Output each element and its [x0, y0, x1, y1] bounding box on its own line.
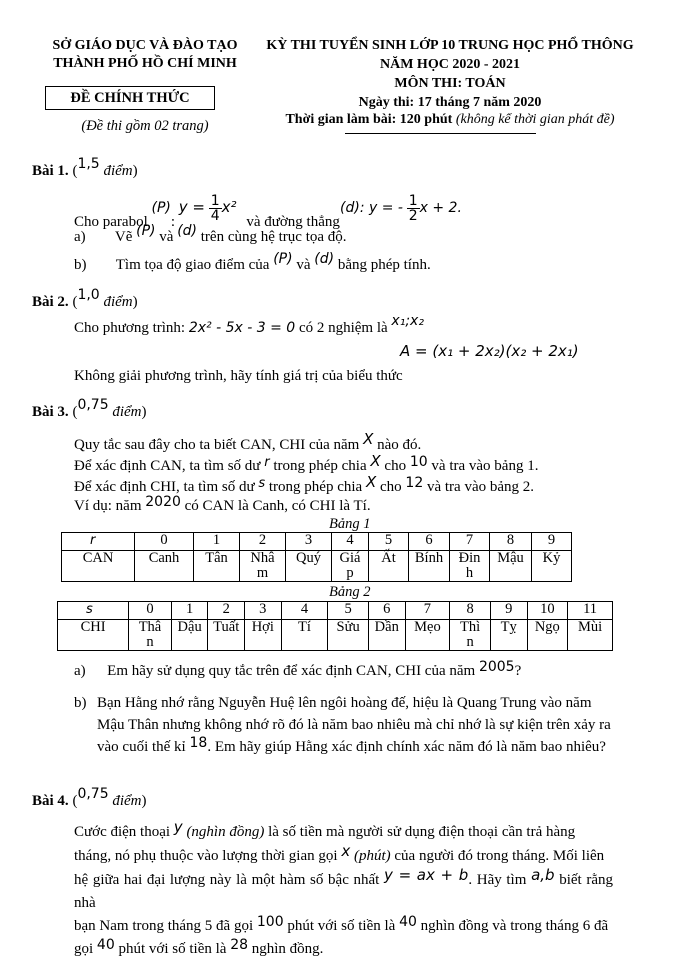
q1-intro [74, 194, 340, 234]
table1-header-row [62, 533, 572, 551]
q2-line1 [74, 313, 424, 337]
table1-row-cell-2: Tân [194, 551, 240, 582]
table1-caption: Bảng 1 [329, 516, 371, 532]
q1-frac-den: 4 [210, 208, 220, 224]
q4-l4c: nghìn đồng và trong tháng 6 đã [420, 918, 609, 934]
q3-heading: Bài 3. (0,75 điểm) [32, 397, 147, 420]
pages-note: (Đề thi gồm 02 trang) [81, 118, 209, 134]
table1-header-cell-10: 9 [532, 533, 572, 551]
q1-a-text2: trên cùng hệ trục tọa độ. [200, 229, 347, 245]
table2-header-cell-8: 7 [405, 602, 450, 620]
q3-l1a: Quy tắc sau đây cho ta biết CAN, CHI của năm [74, 437, 360, 453]
q1-a-and: và [159, 229, 174, 245]
exam-date: Ngày thi: 17 tháng 7 năm 2020 [358, 95, 542, 110]
q1-eq-rest: x² [221, 197, 237, 216]
table2-row-cell-5: Tí [281, 620, 328, 651]
q4-line4 [74, 915, 613, 938]
q3-l3n: 12 [405, 475, 424, 491]
q3-l2a: Để xác định CAN, ta tìm số dư [74, 458, 261, 474]
q1-frac-num: 1 [210, 193, 220, 209]
table2-row-cell-0: CHI [58, 620, 129, 651]
q3-l2r: r [264, 455, 270, 470]
q1-eq-y: y = [178, 197, 205, 216]
table1-row-cell-7: Bính [409, 551, 450, 582]
table2-row-cell-1: Thâ n [129, 620, 172, 651]
q4-line1 [74, 820, 613, 844]
table2-header-cell-0: s [58, 602, 129, 620]
q2-title: Bài 2. [32, 294, 69, 310]
table2-row-cell-6: Sửu [328, 620, 369, 651]
q3-l2c: cho [384, 458, 407, 474]
q2-line1-a: Cho phương trình: [74, 320, 186, 336]
q4-l5a: gọi [74, 941, 94, 957]
q1-line-frac-den: 2 [408, 208, 418, 224]
table1-row-cell-0: CAN [62, 551, 135, 582]
q3-line3 [74, 473, 535, 496]
q4-points-unit: điểm [112, 793, 142, 809]
q1-b-P: (P) [273, 251, 293, 267]
q3-part-b-label: b) [74, 695, 87, 711]
q3-a-label: a) [74, 663, 86, 679]
q4-l3ab: a,b [531, 866, 555, 884]
q4-l4a: bạn Nam trong tháng 5 đã gọi [74, 918, 254, 934]
table2-header-row [58, 602, 613, 620]
table2-row-cell-4: Hợi [244, 620, 281, 651]
q1-intro-text: Cho parabol [74, 213, 148, 230]
q4-l5n1: 40 [96, 937, 115, 953]
q1-a-label: a) [74, 229, 86, 245]
q4-l2x: x [341, 842, 351, 860]
q1-b-d: (d) [314, 251, 335, 267]
table2-caption: Bảng 2 [329, 584, 371, 600]
dept-line-1: SỞ GIÁO DỤC VÀ ĐÀO TẠO [52, 38, 238, 53]
q3-b-line3 [97, 736, 613, 758]
q3-l4y: 2020 [145, 494, 181, 510]
table1-header-cell-6: 5 [369, 533, 409, 551]
table1-data-row [62, 551, 572, 582]
q4-line3 [74, 868, 613, 915]
q1-b-and: và [296, 257, 311, 273]
q4-l4b: phút với số tiền là [287, 918, 396, 934]
q3-l2b: trong phép chia [273, 458, 367, 474]
table2-header-cell-4: 3 [244, 602, 281, 620]
q3-l2x: X [370, 452, 381, 470]
q3-l3d: và tra vào bảng 2. [426, 479, 535, 495]
q3-l1x: X [363, 430, 374, 448]
q3-b-l3n: 18 [189, 735, 208, 751]
q3-a-year: 2005 [478, 659, 515, 675]
q4-l3a: hệ giữa hai đại lượng này là một hàm số bậc nhất [74, 872, 380, 888]
table1-header-cell-9: 8 [490, 533, 532, 551]
table2-header-cell-5: 4 [281, 602, 328, 620]
q1-heading: Bài 1. (1,5 điểm) [32, 156, 138, 179]
q4-l5b: phút với số tiền là [118, 941, 227, 957]
q3-l3c: cho [379, 479, 402, 495]
table1-row-cell-3: Nhâ m [240, 551, 286, 582]
q4-l3eq: y = ax + b [384, 866, 469, 884]
q1-frac [209, 194, 222, 223]
q2-points: 1,0 [77, 287, 100, 303]
q4-l4n2: 40 [399, 914, 417, 930]
q3-b-l3a: vào cuối thế kỉ [97, 739, 186, 755]
q2-roots: x₁;x₂ [391, 313, 424, 329]
table1-header-cell-7: 6 [409, 533, 450, 551]
table2-row-cell-2: Dậu [171, 620, 208, 651]
table2-row-cell-9: Thì n [450, 620, 491, 651]
q2-expression: A = (x₁ + 2x₂)(x₂ + 2x₁) [400, 342, 579, 360]
q3-points: 0,75 [77, 397, 109, 413]
table-1 [61, 532, 572, 582]
q1-line-rest: x + 2. [419, 199, 462, 216]
table1-header-cell-3: 2 [240, 533, 286, 551]
table1-row-cell-6: Ất [369, 551, 409, 582]
q4-l1b: (nghìn đồng) [186, 824, 265, 840]
table2-row-cell-10: Tỵ [490, 620, 527, 651]
table2-row-cell-7: Dần [368, 620, 405, 651]
q3-line4 [74, 494, 371, 515]
q2-equation: 2x² - 5x - 3 = 0 [188, 320, 296, 336]
table1-header-cell-2: 1 [194, 533, 240, 551]
q3-part-a [74, 659, 522, 680]
q4-l3b: . Hãy tìm [468, 872, 527, 888]
table2-row-cell-12: Mùi [568, 620, 613, 651]
q4-body [74, 820, 613, 961]
q3-l3x: X [365, 473, 377, 491]
q1-a-text1: Vẽ [114, 229, 133, 245]
table1-row-cell-9: Mậu [490, 551, 532, 582]
table2-header-cell-2: 1 [171, 602, 208, 620]
q3-b-l3b: . Em hãy giúp Hằng xác định chính xác năm đó là năm bao nhiêu? [207, 739, 606, 755]
dept-line-2: THÀNH PHỐ HỒ CHÍ MINH [53, 56, 237, 71]
q1-part-a [74, 223, 347, 246]
q4-l2c: của người đó trong tháng. Mối liên [394, 848, 605, 864]
school-year: NĂM HỌC 2020 - 2021 [380, 57, 520, 72]
table2-row-cell-8: Mẹo [405, 620, 450, 651]
table2-header-cell-6: 5 [328, 602, 369, 620]
q4-heading: Bài 4. (0,75 điểm) [32, 786, 147, 809]
q3-l2d: và tra vào bảng 1. [431, 458, 539, 474]
table1-header-cell-0: r [62, 533, 135, 551]
duration-note: (không kể thời gian phát đề) [455, 112, 615, 127]
official-label: ĐỀ CHÍNH THỨC [70, 90, 190, 106]
table2-header-cell-1: 0 [129, 602, 172, 620]
q2-heading: Bài 2. (1,0 điểm) [32, 287, 138, 310]
q4-l5n2: 28 [230, 937, 249, 953]
q1-b-text2: bằng phép tính. [337, 257, 431, 273]
q1-line-frac-num: 1 [408, 193, 418, 209]
q3-l3s: s [258, 476, 266, 491]
q1-title: Bài 1. [32, 163, 69, 179]
q3-l4a: Ví dụ: năm [74, 498, 142, 514]
q1-points: 1,5 [77, 156, 100, 172]
exam-title: KỲ THI TUYỂN SINH LỚP 10 TRUNG HỌC PHỔ THÔNG [266, 38, 634, 53]
q4-l3c: biết rằng nhà [74, 872, 614, 911]
q1-line-eq [340, 194, 462, 223]
q4-title: Bài 4. [32, 793, 69, 809]
q1-a-P: (P) [136, 223, 156, 239]
table1-header-cell-8: 7 [450, 533, 490, 551]
subject: MÔN THI: TOÁN [394, 76, 506, 91]
q1-points-unit: điểm [103, 163, 133, 179]
table2-header-cell-11: 10 [527, 602, 568, 620]
q3-part-b [97, 692, 613, 758]
q4-l2a: tháng, nó phụ thuộc vào lượng thời gian gọi [74, 848, 338, 864]
table2-header-cell-12: 11 [568, 602, 613, 620]
q1-part-b [74, 251, 431, 274]
q1-colon: : [170, 213, 176, 230]
table1-row-cell-10: Kỷ [532, 551, 572, 582]
q3-b-line1: Bạn Hằng nhớ rằng Nguyễn Huệ lên ngôi hoàng đế, hiệu là Quang Trung vào năm [97, 695, 592, 711]
q4-points: 0,75 [77, 786, 109, 802]
table2-row-cell-11: Ngọ [527, 620, 568, 651]
q3-l2n: 10 [409, 454, 428, 470]
q3-l3b: trong phép chia [268, 479, 363, 495]
q3-b-line2: Mậu Thân nhưng không nhớ rõ đó là năm bao nhiêu mà chỉ nhớ là sự kiện trên xảy ra [97, 717, 611, 733]
q3-line2 [74, 452, 539, 475]
q4-l1y: y [173, 818, 183, 836]
q1-b-text1: Tìm tọa độ giao điểm của [115, 257, 270, 273]
q3-l4b: có CAN là Canh, có CHI là Tí. [184, 498, 371, 514]
header-underline [345, 133, 536, 134]
q1-line-eq-text: : y = - [359, 199, 403, 216]
q2-points-unit: điểm [103, 294, 133, 310]
q3-l3a: Để xác định CHI, ta tìm số dư [74, 479, 255, 495]
table1-header-cell-1: 0 [135, 533, 194, 551]
q1-b-label: b) [74, 257, 87, 273]
table2-header-cell-9: 8 [450, 602, 491, 620]
table1-row-cell-4: Quý [286, 551, 332, 582]
duration-line [230, 112, 670, 128]
q3-title: Bài 3. [32, 404, 69, 420]
q3-l1b: nào đó. [377, 437, 422, 453]
q2-line2: Không giải phương trình, hãy tính giá trị của biểu thức [74, 368, 403, 384]
table1-header-cell-4: 3 [286, 533, 332, 551]
q4-line5 [74, 938, 613, 961]
q1-a-d: (d) [177, 223, 197, 239]
q3-a-text: Em hãy sử dụng quy tắc trên để xác định CAN, CHI của năm [107, 663, 476, 679]
table-2 [57, 601, 613, 651]
q2-line1-b: có 2 nghiệm là [298, 320, 388, 336]
official-label-box [45, 86, 215, 110]
q1-parabol-P: (P) [151, 199, 171, 216]
table2-row-cell-3: Tuất [208, 620, 245, 651]
q1-and-line: và đường thẳng [246, 213, 340, 230]
q4-l5c: nghìn đồng. [251, 941, 324, 957]
table2-header-cell-10: 9 [490, 602, 527, 620]
q4-l1c: là số tiền mà người sử dụng điện thoại cần trả hàng [268, 824, 576, 840]
table1-row-cell-8: Đin h [450, 551, 490, 582]
table2-header-cell-7: 6 [368, 602, 405, 620]
duration: Thời gian làm bài: 120 phút [285, 112, 453, 127]
table1-row-cell-1: Canh [135, 551, 194, 582]
table2-data-row [58, 620, 613, 651]
q3-points-unit: điểm [112, 404, 142, 420]
q4-l4n1: 100 [256, 914, 284, 930]
q4-l2b: (phút) [353, 848, 391, 864]
table2-header-cell-3: 2 [208, 602, 245, 620]
table1-header-cell-5: 4 [332, 533, 369, 551]
table1-row-cell-5: Giá p [332, 551, 369, 582]
q1-line-frac [407, 194, 420, 223]
q4-line2 [74, 844, 613, 868]
q1-line-d: (d) [340, 199, 360, 216]
q4-l1a: Cước điện thoại [74, 824, 171, 840]
q3-a-q: ? [514, 663, 522, 679]
